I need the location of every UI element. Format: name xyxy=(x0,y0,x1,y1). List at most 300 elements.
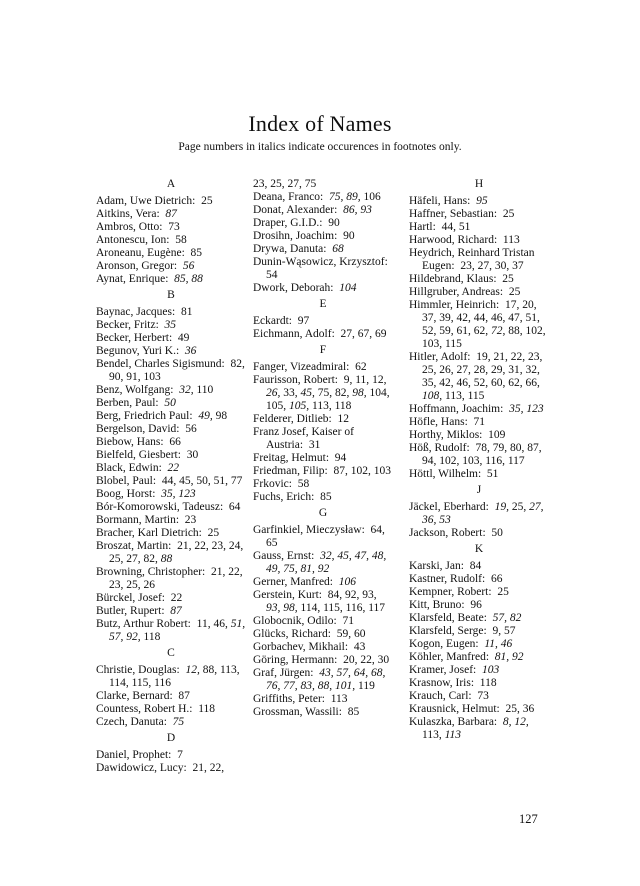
page-ref: 25, xyxy=(422,364,437,376)
page-ref: 118 xyxy=(479,677,497,689)
index-entry xyxy=(253,667,393,693)
entry-name: Friedman, Filip: xyxy=(253,465,328,477)
page-ref: 46, xyxy=(491,312,506,324)
page-ref: 119 xyxy=(358,680,375,692)
page-ref: 58 xyxy=(175,234,187,246)
page-ref: 77 xyxy=(230,475,243,487)
page-ref: 23, xyxy=(253,178,268,190)
page-ref: 102, xyxy=(439,455,460,467)
page-ref: 117 xyxy=(368,602,386,614)
index-entry xyxy=(253,654,393,667)
entry-name: Gerstein, Kurt: xyxy=(253,589,322,601)
page-ref: 98 xyxy=(215,410,228,422)
page-ref: 27, xyxy=(340,328,355,340)
page-ref: 59, xyxy=(439,325,454,337)
index-entry xyxy=(409,299,549,351)
entry-name: Dawidowicz, Lucy: xyxy=(96,762,187,774)
footnote-page-ref: 76, xyxy=(266,680,281,692)
footnote-page-ref: 32, xyxy=(179,384,194,396)
entry-name: Hitler, Adolf: xyxy=(409,351,471,363)
entry-name: Dunin-Wąsowicz, Krzysztof: xyxy=(253,256,388,268)
page-ref: 73 xyxy=(168,221,180,233)
entry-name: Becker, Fritz: xyxy=(96,319,159,331)
index-entry xyxy=(253,576,393,589)
page-ref: 25 xyxy=(502,273,514,285)
index-entry xyxy=(253,641,393,654)
index-entry xyxy=(96,449,246,462)
entry-name: Garfinkiel, Mieczysław: xyxy=(253,524,365,536)
page-ref: 43 xyxy=(353,641,366,653)
page-ref: 66 xyxy=(169,436,181,448)
entry-name: Kogon, Eugen: xyxy=(409,638,479,650)
entry-name: Faurisson, Robert: xyxy=(253,374,338,386)
page-ref: 115, xyxy=(323,602,343,614)
footnote-page-ref: 32, xyxy=(320,550,335,562)
entry-name: Bürckel, Josef: xyxy=(96,592,165,604)
page-ref: 26, xyxy=(439,364,454,376)
entry-name: Aroneanu, Eugène: xyxy=(96,247,185,259)
page-ref: 91, xyxy=(126,371,141,383)
index-entry xyxy=(253,524,393,550)
footnote-page-ref: 95 xyxy=(476,195,488,207)
page-ref: 45, xyxy=(179,475,194,487)
page-ref: 25 xyxy=(201,195,213,207)
entry-name: Krauch, Carl: xyxy=(409,690,472,702)
entry-name: Horthy, Miklos: xyxy=(409,429,483,441)
page-ref: 84, xyxy=(327,589,343,601)
page-ref: 28, xyxy=(473,364,489,376)
index-entry xyxy=(96,345,246,358)
entry-name: Eichmann, Adolf: xyxy=(253,328,335,340)
page-ref: 93, xyxy=(362,589,377,601)
footnote-page-ref: 43, xyxy=(319,667,334,679)
page-ref: 62 xyxy=(355,361,367,373)
page-ref: 20, xyxy=(343,654,358,666)
footnote-page-ref: 75 xyxy=(172,716,185,728)
footnote-page-ref: 98, xyxy=(352,387,367,399)
page-ref: 23, xyxy=(109,579,124,591)
index-entry xyxy=(253,217,393,230)
footnote-page-ref: 89, xyxy=(346,191,361,203)
index-entry xyxy=(409,690,549,703)
page-ref: 117 xyxy=(507,455,525,467)
page-ref: 25 xyxy=(497,586,509,598)
page-ref: 31 xyxy=(308,439,321,451)
page-ref: 60, xyxy=(491,377,506,389)
page-ref: 96 xyxy=(470,599,482,611)
page-ref: 75 xyxy=(304,178,317,190)
entry-name: Franz Josef, Kaiser of Austria: xyxy=(253,426,354,451)
letter-heading: C xyxy=(167,647,175,659)
entry-name: Christie, Douglas: xyxy=(96,664,180,676)
entry-name: Benz, Wolfgang: xyxy=(96,384,174,396)
index-column-3 xyxy=(409,178,549,742)
entry-name: Klarsfeld, Beate: xyxy=(409,612,487,624)
entry-name: Höfle, Hans: xyxy=(409,416,468,428)
footnote-page-ref: 85, xyxy=(174,273,189,285)
footnote-page-ref: 92 xyxy=(317,563,330,575)
page-ref: 25, xyxy=(270,178,285,190)
index-entry xyxy=(253,478,393,491)
entry-name: Jackson, Robert: xyxy=(409,527,486,539)
index-entry xyxy=(253,256,393,282)
entry-name: Köhler, Manfred: xyxy=(409,651,490,663)
page-ref: 66 xyxy=(490,573,503,585)
page-ref: 97 xyxy=(297,315,310,327)
index-entry xyxy=(253,243,393,256)
entry-name: Baynac, Jacques: xyxy=(96,306,176,318)
footnote-page-ref: 57, xyxy=(492,612,508,624)
page-ref: 59, xyxy=(336,628,352,640)
index-entry xyxy=(253,282,393,295)
index-entry xyxy=(409,612,549,625)
footnote-page-ref: 68, xyxy=(370,667,386,679)
footnote-page-ref: 22 xyxy=(167,462,180,474)
index-entry xyxy=(409,501,549,527)
index-entry xyxy=(253,361,393,374)
footnote-page-ref: 11, xyxy=(484,638,498,650)
index-entry xyxy=(96,221,246,234)
footnote-page-ref: 83, xyxy=(300,680,315,692)
index-entry xyxy=(96,475,246,488)
page-ref: 87 xyxy=(178,690,190,702)
page-ref: 11, xyxy=(355,374,370,386)
entry-name: Bendel, Charles Sigismund: xyxy=(96,358,225,370)
page-ref: 49 xyxy=(177,332,190,344)
entry-name: Donat, Alexander: xyxy=(253,204,338,216)
page-ref: 25 xyxy=(508,286,521,298)
entry-name: Ambros, Otto: xyxy=(96,221,163,233)
page-ref: 61, xyxy=(456,325,471,337)
entry-name: Gauss, Ernst: xyxy=(253,550,315,562)
page-ref: 52, xyxy=(473,377,489,389)
footnote-page-ref: 93 xyxy=(360,204,372,216)
page-ref: 88, xyxy=(202,664,218,676)
footnote-page-ref: 53 xyxy=(439,514,451,526)
page-ref: 51, xyxy=(525,312,540,324)
index-entry xyxy=(96,397,246,410)
page-ref: 116, xyxy=(485,455,505,467)
page-ref: 92, xyxy=(344,589,360,601)
entry-name: Klarsfeld, Serge: xyxy=(409,625,487,637)
index-entry xyxy=(96,410,246,423)
footnote-page-ref: 35, xyxy=(161,488,176,500)
page-ref: 23, xyxy=(211,540,226,552)
entry-name: Antonescu, Ion: xyxy=(96,234,170,246)
index-entry xyxy=(96,273,246,286)
page-ref: 113, xyxy=(445,390,465,402)
index-entry xyxy=(253,374,393,413)
index-entry xyxy=(253,706,393,719)
index-entry xyxy=(96,690,246,703)
footnote-page-ref: 48, xyxy=(371,550,387,562)
page-ref: 113 xyxy=(502,234,520,246)
page-ref: 51, xyxy=(213,475,228,487)
index-entry xyxy=(96,749,246,762)
entry-name: Blobel, Paul: xyxy=(96,475,157,487)
page-ref: 17, xyxy=(505,299,520,311)
entry-name: Deana, Franco: xyxy=(253,191,324,203)
entry-name: Gerner, Manfred: xyxy=(253,576,334,588)
page-ref: 22, xyxy=(510,351,526,363)
entry-name: Bormann, Martin: xyxy=(96,514,180,526)
page-ref: 115 xyxy=(445,338,462,350)
footnote-page-ref: 49, xyxy=(266,563,281,575)
page-ref: 113, xyxy=(312,400,332,412)
footnote-page-ref: 93, xyxy=(266,602,281,614)
entry-name: Harwood, Richard: xyxy=(409,234,498,246)
footnote-page-ref: 113 xyxy=(444,729,461,741)
entry-name: Glücks, Richard: xyxy=(253,628,331,640)
page-ref: 109 xyxy=(488,429,506,441)
index-entry xyxy=(96,762,246,775)
entry-name: Gorbachev, Mikhail: xyxy=(253,641,349,653)
index-entry xyxy=(96,208,246,221)
footnote-page-ref: 45, xyxy=(337,550,352,562)
page-ref: 51 xyxy=(486,468,499,480)
page-ref: 44, xyxy=(473,312,489,324)
index-entry xyxy=(253,465,393,478)
index-entry xyxy=(96,514,246,527)
entry-name: Eckardt: xyxy=(253,315,292,327)
page-ref: 80, xyxy=(509,442,525,454)
index-entry xyxy=(409,416,549,429)
page-ref: 85 xyxy=(347,706,360,718)
page-ref: 37, xyxy=(422,312,437,324)
footnote-page-ref: 81, xyxy=(494,651,510,663)
index-entry xyxy=(409,677,549,690)
page-ref: 52, xyxy=(422,325,437,337)
page-ref: 88, xyxy=(508,325,523,337)
index-entry xyxy=(409,716,549,742)
footnote-page-ref: 36 xyxy=(184,345,197,357)
entry-name: Aitkins, Vera: xyxy=(96,208,160,220)
page-ref: 30, xyxy=(494,260,510,272)
footnote-page-ref: 51, xyxy=(230,618,246,630)
footnote-page-ref: 92, xyxy=(126,631,141,643)
footnote-page-ref: 81, xyxy=(300,563,315,575)
index-entry xyxy=(409,625,549,638)
index-entry xyxy=(253,615,393,628)
entry-name: Broszat, Martin: xyxy=(96,540,172,552)
index-entry xyxy=(96,384,246,397)
index-entry xyxy=(409,442,549,468)
page-ref: 25 xyxy=(207,527,220,539)
page-ref: 116 xyxy=(154,677,171,689)
entry-name: Hartl: xyxy=(409,221,436,233)
footnote-page-ref: 35, xyxy=(509,403,524,415)
page-ref: 25, xyxy=(109,553,124,565)
page-ref: 36 xyxy=(522,703,535,715)
footnote-page-ref: 75, xyxy=(283,563,298,575)
page-ref: 113, xyxy=(219,664,240,676)
entry-name: Black, Edwin: xyxy=(96,462,162,474)
page-ref: 118 xyxy=(143,631,161,643)
entry-name: Höttl, Wilhelm: xyxy=(409,468,482,480)
index-entry xyxy=(409,208,549,221)
entry-name: Kempner, Robert: xyxy=(409,586,492,598)
page-ref: 44, xyxy=(161,475,177,487)
page-ref: 12, xyxy=(372,374,387,386)
index-entry xyxy=(409,703,549,716)
footnote-page-ref: 57, xyxy=(336,667,351,679)
letter-heading: E xyxy=(319,298,327,310)
letter-heading: G xyxy=(318,507,328,519)
footnote-page-ref: 64, xyxy=(353,667,369,679)
page-ref: 27, xyxy=(456,364,471,376)
entry-name: Clarke, Bernard: xyxy=(96,690,173,702)
entry-name: Drywa, Danuta: xyxy=(253,243,327,255)
footnote-page-ref: 103 xyxy=(482,664,500,676)
page-ref: 21, xyxy=(192,762,207,774)
page-ref: 22 xyxy=(170,592,183,604)
entry-name: Draper, G.I.D.: xyxy=(253,217,323,229)
letter-heading: H xyxy=(474,178,484,190)
index-entry xyxy=(253,315,393,328)
footnote-page-ref: 88 xyxy=(191,273,203,285)
footnote-page-ref: 86, xyxy=(343,204,358,216)
entry-name: Frkovic: xyxy=(253,478,292,490)
index-entry xyxy=(253,230,393,243)
index-entry xyxy=(253,628,393,641)
page-ref: 94 xyxy=(334,452,347,464)
page-ref: 85 xyxy=(190,247,203,259)
index-entry xyxy=(96,592,246,605)
entry-name: Hildebrand, Klaus: xyxy=(409,273,497,285)
page-ref: 25, xyxy=(126,579,141,591)
index-entry xyxy=(96,247,246,260)
index-entry xyxy=(96,195,246,208)
page-ref: 113 xyxy=(330,693,348,705)
page-ref: 50, xyxy=(196,475,211,487)
footnote-page-ref: 68 xyxy=(332,243,344,255)
page-ref: 9, xyxy=(492,625,502,637)
entry-name: Kitt, Bruno: xyxy=(409,599,465,611)
footnote-page-ref: 8, xyxy=(502,716,512,728)
entry-name: Karski, Jan: xyxy=(409,560,464,572)
page-ref: 46, xyxy=(456,377,471,389)
page-ref: 103, xyxy=(462,455,483,467)
entry-name: Browning, Christopher: xyxy=(96,566,206,578)
footnote-page-ref: 106 xyxy=(338,576,357,588)
page-ref: 118 xyxy=(334,400,352,412)
page-ref: 25, xyxy=(511,501,527,513)
page-number: 127 xyxy=(519,812,538,826)
page-ref: 87, xyxy=(527,442,542,454)
page-ref: 78, xyxy=(475,442,490,454)
footnote-page-ref: 88 xyxy=(160,553,173,565)
entry-name: Begunov, Yuri K.: xyxy=(96,345,180,357)
footnote-page-ref: 104 xyxy=(339,282,357,294)
entry-name: Czech, Danuta: xyxy=(96,716,167,728)
entry-name: Kastner, Rudolf: xyxy=(409,573,486,585)
page-ref: 103 xyxy=(143,371,161,383)
footnote-page-ref: 35 xyxy=(164,319,177,331)
index-entry xyxy=(253,491,393,504)
index-subtitle: Page numbers in italics indicate occurences in footnotes only. xyxy=(178,141,462,153)
index-entry xyxy=(409,599,549,612)
page-ref: 94, xyxy=(422,455,437,467)
index-entry xyxy=(96,462,246,475)
index-entry xyxy=(409,560,549,573)
letter-heading: D xyxy=(166,732,176,744)
index-entry xyxy=(409,527,549,540)
page-ref: 23 xyxy=(184,514,197,526)
page-ref: 20, xyxy=(522,299,537,311)
entry-name: Dwork, Deborah: xyxy=(253,282,334,294)
index-entry xyxy=(96,234,246,247)
index-entry xyxy=(96,436,246,449)
page-ref: 90 xyxy=(343,230,355,242)
footnote-page-ref: 49, xyxy=(198,410,213,422)
index-entry xyxy=(253,589,393,615)
footnote-page-ref: 87 xyxy=(165,208,177,220)
entry-name: Haffner, Sebastian: xyxy=(409,208,498,220)
page-ref: 103 xyxy=(373,465,391,477)
page-ref: 82, xyxy=(335,387,350,399)
footnote-page-ref: 72, xyxy=(491,325,506,337)
index-entry xyxy=(253,426,393,452)
page-ref: 104, xyxy=(369,387,390,399)
index-entry xyxy=(96,306,246,319)
page-ref: 114, xyxy=(300,602,321,614)
page-ref: 25, xyxy=(505,703,520,715)
entry-name: Fanger, Vizeadmiral: xyxy=(253,361,350,373)
index-entry xyxy=(96,332,246,345)
page-ref: 22, xyxy=(194,540,209,552)
index-entry xyxy=(96,664,246,690)
footnote-page-ref: 56 xyxy=(182,260,195,272)
index-entry xyxy=(409,573,549,586)
entry-name: Boog, Horst: xyxy=(96,488,156,500)
index-entry xyxy=(409,651,549,664)
letter-heading: J xyxy=(476,484,482,496)
page-ref: 113, xyxy=(422,729,442,741)
index-entry xyxy=(409,234,549,247)
index-entry xyxy=(253,550,393,576)
page-ref: 32, xyxy=(525,364,540,376)
index-entry xyxy=(96,716,246,729)
entry-name: Heydrich, Reinhard Tristan Eugen: xyxy=(409,247,535,272)
footnote-page-ref: 50 xyxy=(164,397,176,409)
footnote-page-ref: 47, xyxy=(354,550,369,562)
footnote-page-ref: 88, xyxy=(317,680,333,692)
entry-name: Graf, Jürgen: xyxy=(253,667,314,679)
page-ref: 21, xyxy=(177,540,192,552)
page-ref: 11, xyxy=(196,618,211,630)
index-entry xyxy=(253,452,393,465)
footnote-page-ref: 75, xyxy=(329,191,344,203)
page-ref: 30 xyxy=(186,449,199,461)
page-ref: 110 xyxy=(196,384,214,396)
page-ref: 29, xyxy=(491,364,506,376)
page-ref: 71 xyxy=(342,615,354,627)
entry-name: Bór-Komorowski, Tadeusz: xyxy=(96,501,224,513)
page-ref: 19, xyxy=(476,351,491,363)
page-ref: 27, xyxy=(287,178,302,190)
entry-name: Felderer, Ditlieb: xyxy=(253,413,332,425)
letter-heading: F xyxy=(319,344,327,356)
entry-name: Häfeli, Hans: xyxy=(409,195,471,207)
index-entry xyxy=(96,618,246,644)
page-ref: 27, xyxy=(477,260,492,272)
footnote-page-ref: 82 xyxy=(509,612,522,624)
entry-name: Adam, Uwe Dietrich: xyxy=(96,195,196,207)
page-ref: 64 xyxy=(228,501,241,513)
index-entry xyxy=(96,319,246,332)
page-ref: 7 xyxy=(177,749,183,761)
page-ref: 44, xyxy=(441,221,456,233)
